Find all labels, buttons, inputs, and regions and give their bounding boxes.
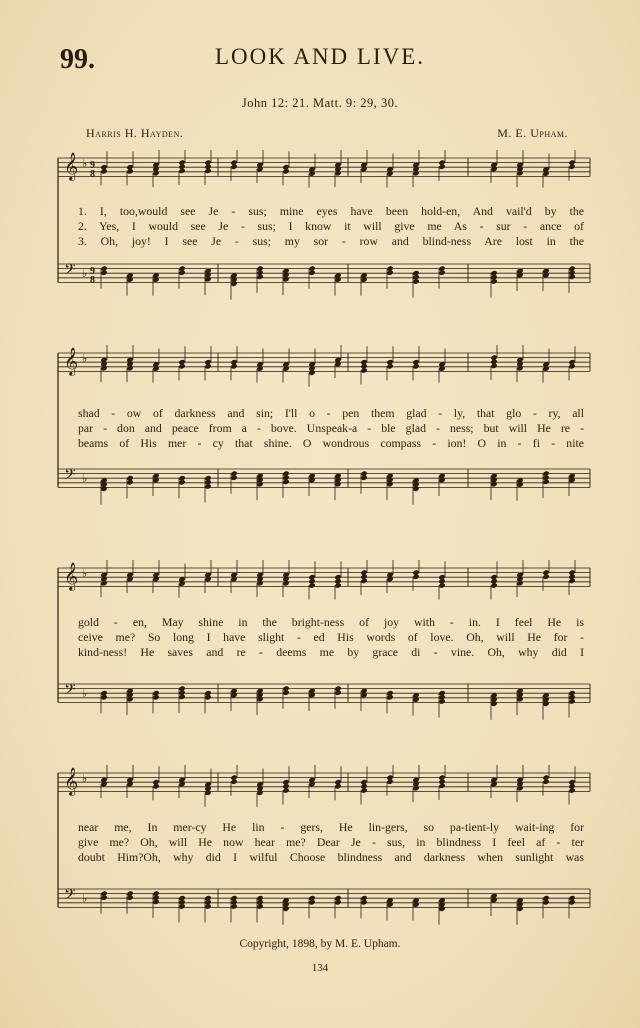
note-head: [334, 582, 341, 588]
note-head: [230, 281, 237, 287]
page-number: 134: [311, 962, 329, 974]
note-head: [100, 895, 107, 901]
note-head: [438, 270, 445, 276]
note-head: [490, 363, 497, 369]
lyric-line-verse-2: par - don and peace from a - bove. Unspeak-a - ble glad - ness; but will He re -: [78, 421, 584, 435]
note-head: [152, 276, 159, 282]
note-head: [230, 576, 237, 582]
scripture-reference: John 12: 21. Matt. 9: 29, 30.: [241, 96, 399, 110]
note-head: [204, 363, 211, 369]
note-head: [568, 164, 575, 170]
note-head: [568, 899, 575, 905]
note-head: [152, 477, 159, 483]
note-head: [126, 365, 133, 371]
key-flat-icon: ♭: [82, 472, 88, 485]
note-head: [542, 479, 549, 485]
note-head: [542, 574, 549, 580]
note-head: [516, 785, 523, 791]
note-head: [178, 580, 185, 586]
key-flat-icon: ♭: [82, 157, 88, 170]
key-flat-icon: ♭: [82, 567, 88, 580]
key-flat-icon: ♭: [82, 892, 88, 905]
note-head: [126, 576, 133, 582]
note-head: [282, 690, 289, 696]
note-head: [100, 781, 107, 787]
note-head: [282, 906, 289, 912]
note-head: [282, 365, 289, 371]
music-system-2: [0, 345, 640, 505]
note-head: [152, 365, 159, 371]
note-head: [490, 781, 497, 787]
note-head: [334, 783, 341, 789]
lyric-line-verse-3: beams of His mer - cy that shine. O wondrous compass - ion! O in - fi - nite: [78, 436, 584, 450]
note-head: [152, 170, 159, 176]
note-head: [204, 576, 211, 582]
note-head: [360, 787, 367, 793]
note-head: [516, 272, 523, 278]
time-signature: 8: [90, 275, 95, 286]
note-head: [542, 170, 549, 176]
note-head: [152, 783, 159, 789]
lyric-line-verse-1: 1. I, too,would see Je - sus; mine eyes have been hold-en, And vail'd by the: [78, 204, 584, 218]
note-head: [282, 787, 289, 793]
note-head: [568, 477, 575, 483]
note-head: [126, 895, 133, 901]
note-head: [542, 272, 549, 278]
note-head: [204, 168, 211, 174]
note-head: [516, 481, 523, 487]
note-head: [412, 486, 419, 492]
note-head: [308, 781, 315, 787]
note-head: [386, 481, 393, 487]
note-head: [412, 901, 419, 907]
time-signature: 8: [90, 169, 95, 180]
note-head: [438, 783, 445, 789]
note-head: [412, 170, 419, 176]
note-head: [230, 692, 237, 698]
lyric-line-verse-1: gold - en, May shine in the bright-ness of joy with - in. I feel He is: [78, 615, 584, 629]
note-head: [282, 580, 289, 586]
note-head: [412, 574, 419, 580]
note-head: [334, 481, 341, 487]
hymn-number: 99.: [60, 44, 95, 75]
treble-clef-icon: 𝄞: [64, 347, 79, 375]
note-head: [438, 698, 445, 704]
note-head: [152, 899, 159, 905]
note-head: [308, 582, 315, 588]
bass-clef-icon: 𝄢: [64, 886, 76, 907]
note-head: [308, 370, 315, 376]
note-head: [204, 903, 211, 909]
note-head: [568, 363, 575, 369]
note-head: [412, 363, 419, 369]
note-head: [568, 274, 575, 280]
note-head: [178, 479, 185, 485]
note-head: [256, 481, 263, 487]
note-head: [126, 479, 133, 485]
key-flat-icon: ♭: [82, 267, 88, 280]
note-head: [100, 365, 107, 371]
note-head: [178, 168, 185, 174]
note-head: [490, 278, 497, 284]
lyric-line-verse-2: give me? Oh, will He now hear me? Dear Je - sus, in blindness I feel af - ter: [78, 835, 584, 849]
lyric-line-verse-3: 3. Oh, joy! I see Je - sus; my sor - row and blind-ness Are lost in the: [78, 234, 584, 248]
note-head: [256, 696, 263, 702]
note-head: [516, 365, 523, 371]
note-head: [386, 901, 393, 907]
note-head: [360, 692, 367, 698]
hymn-author: Harris H. Hayden.: [86, 126, 184, 140]
note-head: [360, 276, 367, 282]
note-head: [438, 164, 445, 170]
note-head: [178, 270, 185, 276]
note-head: [178, 363, 185, 369]
note-head: [308, 270, 315, 276]
note-head: [412, 785, 419, 791]
note-head: [438, 906, 445, 912]
note-head: [308, 170, 315, 176]
note-head: [334, 899, 341, 905]
note-head: [126, 168, 133, 174]
note-head: [204, 483, 211, 489]
lyric-line-verse-2: ceive me? So long I have slight - ed His words of love. Oh, will He for -: [78, 630, 584, 644]
note-head: [256, 274, 263, 280]
music-system-1: [0, 150, 640, 300]
note-head: [204, 790, 211, 796]
note-head: [438, 365, 445, 371]
note-head: [516, 906, 523, 912]
note-head: [542, 899, 549, 905]
note-head: [490, 166, 497, 172]
note-head: [178, 903, 185, 909]
note-head: [282, 276, 289, 282]
copyright-notice: Copyright, 1898, by M. E. Upham.: [239, 938, 401, 950]
note-head: [542, 779, 549, 785]
note-head: [386, 779, 393, 785]
note-head: [490, 897, 497, 903]
bass-clef-icon: 𝄢: [64, 261, 76, 282]
note-head: [230, 779, 237, 785]
note-head: [542, 701, 549, 707]
note-head: [230, 903, 237, 909]
note-head: [152, 576, 159, 582]
note-head: [256, 166, 263, 172]
treble-clef-icon: 𝄞: [64, 152, 79, 180]
note-head: [542, 365, 549, 371]
hymn-composer: M. E. Upham.: [497, 126, 568, 140]
note-head: [490, 481, 497, 487]
note-head: [386, 170, 393, 176]
note-head: [568, 787, 575, 793]
note-head: [100, 168, 107, 174]
note-head: [516, 696, 523, 702]
hymn-title: LOOK AND LIVE.: [214, 44, 426, 69]
music-system-3: [0, 560, 640, 720]
bass-clef-icon: 𝄢: [64, 681, 76, 702]
key-flat-icon: ♭: [82, 687, 88, 700]
note-head: [126, 696, 133, 702]
note-head: [204, 694, 211, 700]
note-head: [360, 367, 367, 373]
note-head: [360, 899, 367, 905]
treble-clef-icon: 𝄞: [64, 562, 79, 590]
note-head: [282, 479, 289, 485]
note-head: [256, 903, 263, 909]
note-head: [516, 580, 523, 586]
note-head: [178, 694, 185, 700]
key-flat-icon: ♭: [82, 352, 88, 365]
note-head: [100, 694, 107, 700]
note-head: [360, 475, 367, 481]
note-head: [100, 486, 107, 492]
note-head: [438, 582, 445, 588]
note-head: [256, 365, 263, 371]
note-head: [490, 582, 497, 588]
treble-clef-icon: 𝄞: [64, 767, 79, 795]
note-head: [334, 690, 341, 696]
bass-clef-icon: 𝄢: [64, 466, 76, 487]
note-head: [334, 170, 341, 176]
note-head: [334, 276, 341, 282]
note-head: [308, 692, 315, 698]
lyric-line-verse-3: doubt Him?Oh, why did I wilful Choose blindness and darkness when sunlight was: [78, 850, 584, 864]
note-head: [360, 166, 367, 172]
note-head: [282, 168, 289, 174]
note-head: [256, 580, 263, 586]
note-head: [516, 170, 523, 176]
note-head: [412, 696, 419, 702]
lyric-line-verse-2: 2. Yes, I would see Je - sus; I know it will give me As - sur - ance of: [78, 219, 584, 233]
note-head: [386, 576, 393, 582]
time-signature: 9: [90, 266, 95, 277]
note-head: [100, 580, 107, 586]
note-head: [334, 361, 341, 367]
note-head: [412, 278, 419, 284]
note-head: [230, 363, 237, 369]
note-head: [386, 694, 393, 700]
note-head: [126, 276, 133, 282]
note-head: [178, 781, 185, 787]
lyric-line-verse-1: shad - ow of darkness and sin; I'll o - pen them glad - ly, that glo - ry, all: [78, 406, 584, 420]
note-head: [308, 899, 315, 905]
note-head: [308, 477, 315, 483]
lyric-line-verse-1: near me, In mer-cy He lin - gers, He lin-gers, so pa-tient-ly wait-ing for: [78, 820, 584, 834]
lyric-line-verse-3: kind-ness! He saves and re - deems me by grace di - vine. Oh, why did I: [78, 645, 584, 659]
note-head: [230, 164, 237, 170]
music-system-4: [0, 765, 640, 925]
note-head: [490, 701, 497, 707]
note-head: [256, 790, 263, 796]
note-head: [568, 698, 575, 704]
note-head: [386, 270, 393, 276]
time-signature: 9: [90, 160, 95, 171]
note-head: [230, 475, 237, 481]
note-head: [100, 270, 107, 276]
note-head: [438, 477, 445, 483]
note-head: [152, 694, 159, 700]
note-head: [360, 578, 367, 584]
note-head: [568, 578, 575, 584]
note-head: [126, 781, 133, 787]
key-flat-icon: ♭: [82, 772, 88, 785]
note-head: [386, 363, 393, 369]
note-head: [204, 276, 211, 282]
